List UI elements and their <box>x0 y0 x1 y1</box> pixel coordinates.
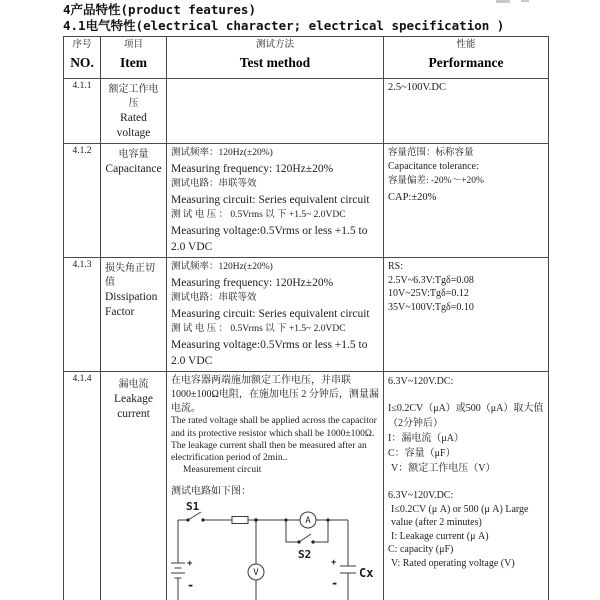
method-line-zh: 测试频率：120Hz(±20%) <box>171 262 273 272</box>
performance-line-en: C: capacity (μF) <box>388 544 454 555</box>
junction-dot <box>284 519 287 522</box>
performance-cell-leakage-current <box>384 372 549 600</box>
section-titles <box>63 2 504 34</box>
header-test-method-en: Test method <box>239 55 311 70</box>
method-line-en: Measuring circuit: Series equivalent circuit <box>171 194 370 206</box>
capacitor-plus-sign: + <box>331 558 337 569</box>
method-line-zh: 测试频率：120Hz(±20%) <box>171 148 273 158</box>
header-performance-zh: 性能 <box>456 40 476 50</box>
method-line-zh: 测 试 电 压 ： 0.5Vrms 以 下 +1.5~ 2.0VDC <box>171 210 346 220</box>
capacitor-cx-icon <box>340 566 356 573</box>
header-no-cell <box>64 37 101 79</box>
performance-value: 2.5~100V.DC <box>388 82 446 93</box>
method-line-en: Measuring circuit: Series equivalent circuit <box>171 308 370 320</box>
performance-cell-dissipation-factor <box>384 258 549 372</box>
junction-dot <box>326 519 329 522</box>
performance-cell-capacitance <box>384 144 549 258</box>
header-no-zh: 序号 <box>72 40 92 50</box>
header-test-method-zh: 测试方法 <box>255 40 294 50</box>
method-line-zh: 测试电路：串联等效 <box>171 293 257 303</box>
voltmeter-letter: V <box>253 568 259 579</box>
header-item-cell <box>101 37 167 79</box>
capacitor-minus-sign: - <box>331 576 339 591</box>
measurement-circuit-label: Measurement circuit <box>183 465 262 476</box>
row-no: 4.1.4 <box>64 372 101 600</box>
method-line-zh: 测 试 电 压 ： 0.5Vrms 以 下 +1.5~ 2.0VDC <box>171 324 346 334</box>
header-performance-en: Performance <box>428 55 504 70</box>
item-cell-dissipation-factor <box>101 258 167 372</box>
performance-line-zh: 6.3V~120V.DC: <box>388 376 454 387</box>
spec-table <box>63 36 549 600</box>
performance-cell-rated-voltage <box>384 79 549 144</box>
row-no: 4.1.1 <box>64 79 101 144</box>
performance-line-en: 6.3V~120V.DC: <box>388 490 454 501</box>
ammeter-letter: A <box>305 516 311 527</box>
method-line-en: Measuring voltage:0.5Vrms or less +1.5 to 2.0 VDC <box>171 225 368 253</box>
test-method-cell-empty <box>167 79 384 144</box>
performance-line-zh: 容量偏差: -20%～+20% <box>388 176 484 186</box>
cropped-text-artifact <box>521 0 529 2</box>
section-title-product-features: 4产品特性(product features) <box>63 2 256 17</box>
performance-line: 2.5V~6.3V:Tgδ=0.08 <box>388 274 474 286</box>
battery-plus-sign: + <box>187 559 193 570</box>
method-line-zh: 测试电路：串联等效 <box>171 179 257 189</box>
item-cell-rated-voltage <box>101 79 167 144</box>
test-method-cell-capacitance <box>167 144 384 258</box>
leakage-test-circuit-diagram <box>170 500 377 600</box>
table-row-rated-voltage <box>64 79 549 144</box>
performance-line-en: Capacitance tolerance: <box>388 161 479 172</box>
method-paragraph-en: The rated voltage shall be applied across the capacitor and its protective resistor which shall be 1000±100Ω. The leakage current shall then be measured after an electrification period of 2min.. <box>171 416 377 463</box>
method-paragraph-zh: 在电容器两端施加额定工作电压，并串联1000±100Ω电阻，在施加电压 2 分钟后，测量漏电流。 <box>171 375 379 414</box>
item-label-en: Rated <box>120 112 147 124</box>
junction-dot <box>297 541 300 544</box>
section-title-electrical-character: 4.1电气特性(electrical character; electrical specification ) <box>63 18 505 33</box>
header-performance-cell <box>384 37 549 79</box>
row-no: 4.1.2 <box>64 144 101 258</box>
performance-line-zh: I≤0.2CV（μA）或500（μA）取大值（2分钟后） <box>388 403 544 429</box>
battery-minus-sign: - <box>187 578 195 593</box>
switch-s1-blade <box>188 512 201 520</box>
test-method-cell-leakage-current <box>167 372 384 600</box>
protective-resistor-icon <box>232 517 248 524</box>
header-item-en: Item <box>120 55 147 70</box>
performance-line-en: V: Rated operating voltage (V) <box>391 557 515 569</box>
performance-line-zh: I：漏电流（μA） <box>388 433 464 444</box>
item-label-en: Dissipation <box>105 291 158 303</box>
switch-s1-label: S1 <box>186 500 200 514</box>
performance-line-zh: V：额定工作电压（V） <box>391 463 496 474</box>
junction-dot <box>201 519 204 522</box>
table-row-leakage-current <box>64 372 549 600</box>
item-label-zh: 损失角正切值 <box>105 263 155 288</box>
performance-line: 35V~100V:Tgδ=0.10 <box>388 301 474 313</box>
item-label-en: Factor <box>105 306 135 318</box>
header-no-en: NO. <box>70 55 94 70</box>
performance-line: 10V~25V:Tgδ=0.12 <box>388 288 469 299</box>
performance-line-en: I: Leakage current (μ A) <box>391 530 489 542</box>
item-label-zh: 额定工作电压 <box>108 84 159 109</box>
junction-dot <box>186 519 189 522</box>
method-line-en: Measuring frequency: 120Hz±20% <box>171 277 334 289</box>
item-cell-leakage-current <box>101 372 167 600</box>
performance-line-en: I≤0.2CV (μ A) or 500 (μ A) Large value (after 2 minutes) <box>391 503 529 528</box>
switch-s2-label: S2 <box>298 548 312 562</box>
switch-s2-blade <box>299 534 311 542</box>
item-label-en: current <box>117 408 150 420</box>
item-label-en: Leakage <box>114 393 153 405</box>
item-label-en: voltage <box>116 127 151 139</box>
item-label-zh: 电容量 <box>118 149 149 160</box>
method-line-en: Measuring frequency: 120Hz±20% <box>171 163 334 175</box>
performance-line-zh: 容量范围：标称容量 <box>388 148 474 158</box>
table-header-row <box>64 37 549 79</box>
circuit-caption: 测试电路如下图： <box>171 486 251 498</box>
row-no: 4.1.3 <box>64 258 101 372</box>
test-method-cell-dissipation-factor <box>167 258 384 372</box>
method-line-en: Measuring voltage:0.5Vrms or less +1.5 to 2.0 VDC <box>171 339 368 367</box>
battery-icon <box>171 563 185 578</box>
performance-line-en: CAP:±20% <box>388 192 437 203</box>
capacitor-cx-label: Cx <box>359 566 374 581</box>
junction-dot <box>254 519 257 522</box>
item-cell-capacitance <box>101 144 167 258</box>
header-item-zh: 项目 <box>123 40 143 50</box>
performance-line: RS: <box>388 261 404 272</box>
junction-dot <box>311 541 314 544</box>
item-label-en: Capacitance <box>105 163 162 175</box>
header-test-method-cell <box>167 37 384 79</box>
performance-line-zh: C：容量（μF） <box>388 448 456 459</box>
table-row-capacitance <box>64 144 549 258</box>
item-label-zh: 漏电流 <box>118 379 149 390</box>
table-row-dissipation-factor <box>64 258 549 372</box>
